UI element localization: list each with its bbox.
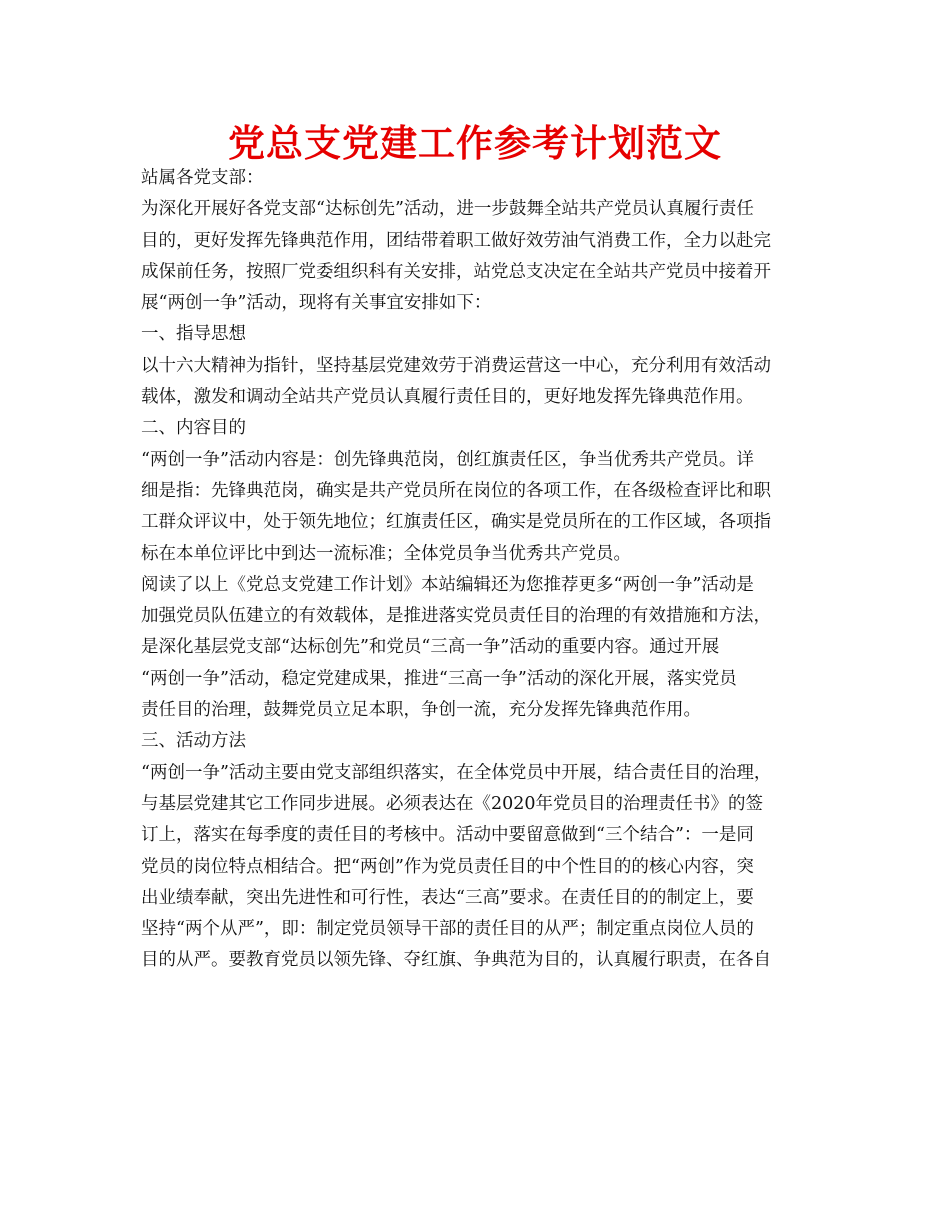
document-body <box>141 163 826 977</box>
body-line: 党员的岗位特点相结合。把“两创”作为党员责任目的中个性目的的核心内容，突 <box>141 856 754 877</box>
body-line: 是深化基层党支部“达标创先”和党员“三高一争”活动的重要内容。通过开展 <box>141 637 720 658</box>
body-line: 标在本单位评比中到达一流标准；全体党员争当优秀共产党员。 <box>141 543 631 564</box>
section-heading: 二、内容目的 <box>141 418 246 439</box>
body-line: 工群众评议中，处于领先地位；红旗责任区，确实是党员所在的工作区域，各项指 <box>141 512 771 533</box>
body-line: “两创一争”活动，稳定党建成果，推进“三高一争”活动的深化开展，落实党员 <box>141 668 737 689</box>
body-line: 细是指：先锋典范岗，确实是共产党员所在岗位的各项工作，在各级检查评比和职 <box>141 480 771 501</box>
body-line: 展“两创一争”活动，现将有关事宜安排如下： <box>141 293 492 314</box>
body-line: 坚持“两个从严”，即：制定党员领导干部的责任目的从严；制定重点岗位人员的 <box>141 919 754 940</box>
body-line: 目的，更好发挥先锋典范作用，团结带着职工做好效劳油气消费工作，全力以赴完 <box>141 230 771 251</box>
document-title: 党总支党建工作参考计划范文 <box>228 122 722 165</box>
body-line: 目的从严。要教育党员以领先锋、夺红旗、争典范为目的，认真履行职责，在各自 <box>141 950 771 971</box>
body-line: 站属各党支部： <box>141 168 264 188</box>
body-line: 为深化开展好各党支部“达标创先”活动，进一步鼓舞全站共产党员认真履行责任 <box>141 199 754 220</box>
body-line: 载体，激发和调动全站共产党员认真履行责任目的，更好地发挥先锋典范作用。 <box>141 387 754 408</box>
body-line: 责任目的治理，鼓舞党员立足本职，争创一流，充分发挥先锋典范作用。 <box>141 700 701 721</box>
body-line: 出业绩奉献，突出先进性和可行性，表达“三高”要求。在责任目的的制定上，要 <box>141 887 754 908</box>
body-line: 以十六大精神为指针，坚持基层党建效劳于消费运营这一中心，充分利用有效活动 <box>141 355 771 376</box>
body-line: 加强党员队伍建立的有效载体，是推进落实党员责任目的治理的有效措施和方法， <box>141 606 771 627</box>
section-heading: 三、活动方法 <box>141 731 246 752</box>
section-heading: 一、指导思想 <box>141 324 246 345</box>
body-line: “两创一争”活动主要由党支部组织落实，在全体党员中开展，结合责任目的治理， <box>141 762 772 783</box>
body-line: 与基层党建其它工作同步进展。必须表达在《2020年党员目的治理责任书》的签 <box>141 793 764 814</box>
body-line: “两创一争”活动内容是：创先锋典范岗，创红旗责任区，争当优秀共产党员。详 <box>141 449 754 470</box>
body-line: 成保前任务，按照厂党委组织科有关安排，站党总支决定在全站共产党员中接着开 <box>141 261 771 282</box>
body-line: 阅读了以上《党总支党建工作计划》本站编辑还为您推荐更多“两创一争”活动是 <box>141 574 754 595</box>
body-line: 订上，落实在每季度的责任目的考核中。活动中要留意做到“三个结合”：一是同 <box>141 825 754 846</box>
